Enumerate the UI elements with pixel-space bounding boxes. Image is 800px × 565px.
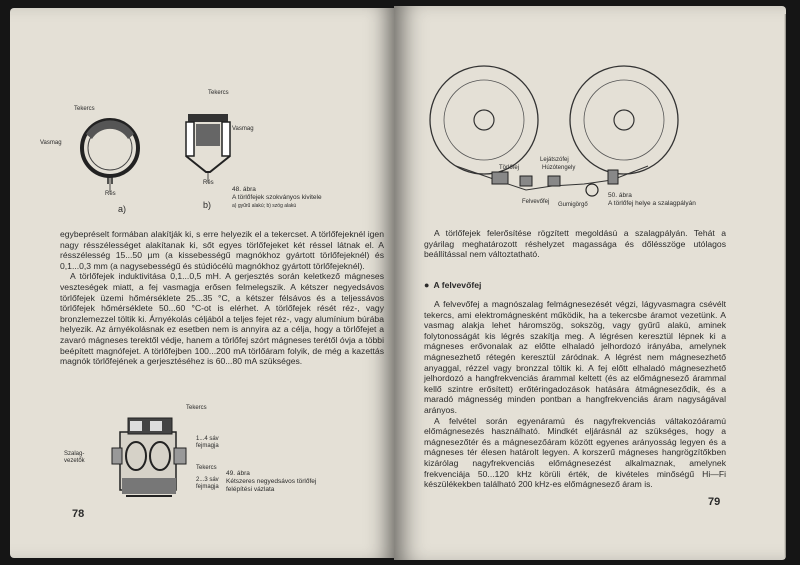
figure-49-caption	[226, 470, 386, 494]
paragraph: A törlőfejek induktivitása 0,1...0,5 mH. A gerjesztés során keletkező mágneses veszteségek miatt, a fej vasmagja erősen felmelegszik. A kétszer negyedsávos törlőfejek üzemi hőmérséklete 25...35 °C, a kétszer félsávos és a teljessávos törlőfejek hőmérséklete 50...60 °C-ot is elérhet. A törlőfejek rését réz-, vagy bronzlemezzel töltik ki. Árnyékolás céljából a teljes fejet réz-, vagy alumínium búrába helyezik. Az árnyékolásnak ez esetben nem is annyira az a célja, hogy a törlőfejet a zavaró mágneses terektől védje, hanem a törlőfej szórt mágneses terétől óvja a többi beépített magnófejet. A törlőfejben 100...200 mA törlőáram folyik, de még a kazettás magnók törlőfejének a gerjesztéséhez is 60...80 mA szükséges.	[60, 271, 384, 367]
sublabel-a: a)	[118, 204, 127, 214]
paragraph: A felvétel során egyenáramú és nagyfrekvenciás váltakozóáramú előmágnesezés használható. Mindkét eljárásnál az szükséges, hogy a mágnesezőtér és a mágnesezőáram között egyenes arányosság legyen és a mágneses tér élesen határolt legyen. A korszerű mágneses hangrögzítőkben kizárólag nagyfrekvenciás előmágnesezést alkalmaznak, amelynek frekvenciája 50...120 kHz körüli érték, de kivételes minőségű Hi—Fi készülékekben található 200 kHz-es előmágnesező áram is.	[424, 415, 726, 490]
right-body-text	[424, 299, 726, 490]
section-heading-text: A felvevőfej	[433, 280, 482, 290]
label-res-b: Rés	[203, 180, 214, 186]
u-erase-head-drawing	[178, 96, 238, 186]
label-szalagvezetok-2: vezetők	[64, 458, 85, 464]
label-sav2: 2...3 sáv	[196, 477, 219, 483]
paragraph: A felvevőfej a magnószalag felmágnesezését végzi, lágyvasmagra csévélt tekercs, ami elektromágnesként működik, ha a tekercsbe áramot vezetünk. A vasmag alakja lehet háromszög, sokszög, vagy gyűrű alakú, aminek folytonosságát kis légrés szakítja meg. A légrésen keresztül lépnek ki a mágneses erővonalak az előtte elhaladó jelhordozó irányába, amelynek mágnesezhető rétegén keresztül záródnak. A légrést nem mágnesezhető anyaggal, rézzel vagy bronzzal töltik ki. A fej előtt elhaladó mágnesezhető jelhordozó a hangfrekvenciás árammal keltett (és az előmágnesező árammal kellő szintre erősített) erőtéringadozások hatására átmágneseződik, és a maradó mágnesség minden pontban a hangfrekvenciás áram nagyságával arányos.	[424, 299, 726, 415]
label-tekercs-a: Tekercs	[74, 106, 95, 112]
label-fejmagja1: fejmagja	[196, 443, 219, 449]
caption-number: 49. ábra	[226, 470, 250, 477]
label-sav1: 1...4 sáv	[196, 436, 219, 442]
page-number: 78	[72, 508, 85, 520]
tape-path-drawing	[416, 62, 686, 202]
section-heading	[424, 280, 481, 290]
label-szalagvezetok-1: Szalag-	[64, 451, 85, 457]
bullet-icon: ●	[424, 280, 430, 290]
page-edge	[784, 14, 786, 560]
label-fejmagja2: fejmagja	[196, 484, 219, 490]
page-number: 79	[708, 496, 721, 508]
caption-number: 50. ábra	[608, 192, 632, 199]
left-page	[10, 8, 394, 558]
right-page	[394, 6, 786, 560]
label-tekercs-b: Tekercs	[208, 90, 229, 96]
label-torlofej: Törlőfej	[499, 165, 520, 171]
label-huzotengely: Húzótengely	[542, 165, 576, 171]
label-vasmag-b: Vasmag	[232, 126, 254, 132]
caption-title: A törlőfejek szokványos kivitele	[232, 194, 322, 201]
left-body-text	[60, 229, 384, 367]
label-lejatszofej: Lejátszófej	[540, 157, 569, 163]
caption-number: 48. ábra	[232, 186, 256, 193]
double-erase-head-drawing	[102, 408, 202, 508]
figure-50-caption	[608, 192, 728, 208]
sublabel-b: b)	[203, 200, 212, 210]
caption-title: A törlőfej helye a szalagpályán	[608, 200, 696, 207]
caption-subtitle: a) gyűrű alakú; b) szög alakú	[232, 203, 297, 209]
label-res-a: Rés	[105, 191, 116, 197]
intro-paragraph: A törlőfejek felerősítése rögzített megoldású a szalagpályán. Tehát a gyárilag meghatározott réshelyzet magassága és dőlésszöge utólagos beállítással nem változtatható.	[424, 228, 726, 260]
caption-line: Kétszeres negyedsávos törlőfej	[226, 478, 317, 485]
caption-line: felépítési vázlata	[226, 486, 275, 493]
figure-48-caption	[232, 186, 382, 210]
label-vasmag-a: Vasmag	[40, 140, 62, 146]
label-tekercs-top: Tekercs	[186, 405, 207, 411]
label-felvevofej: Felvevőfej	[522, 199, 550, 205]
ring-erase-head-drawing	[72, 108, 152, 200]
paragraph: egybepréselt formában alakítják ki, s erre helyezik el a tekercset. A törlőfejeknél igen nagy résszélességet alakítanak ki, sőt egyes törlőfejeket két réssel látnak el. A résszélesség 15...50 µm (a kissebességű magnókhoz gyártott törlőfejeknél) és 0,1...0,3 mm (a nagysebességű és stúdiócélú magnókhoz gyártott törlőfejeknél).	[60, 229, 384, 271]
label-gumigorgo: Gumigörgő	[558, 202, 588, 208]
label-tekercs-bottom: Tekercs	[196, 465, 217, 471]
